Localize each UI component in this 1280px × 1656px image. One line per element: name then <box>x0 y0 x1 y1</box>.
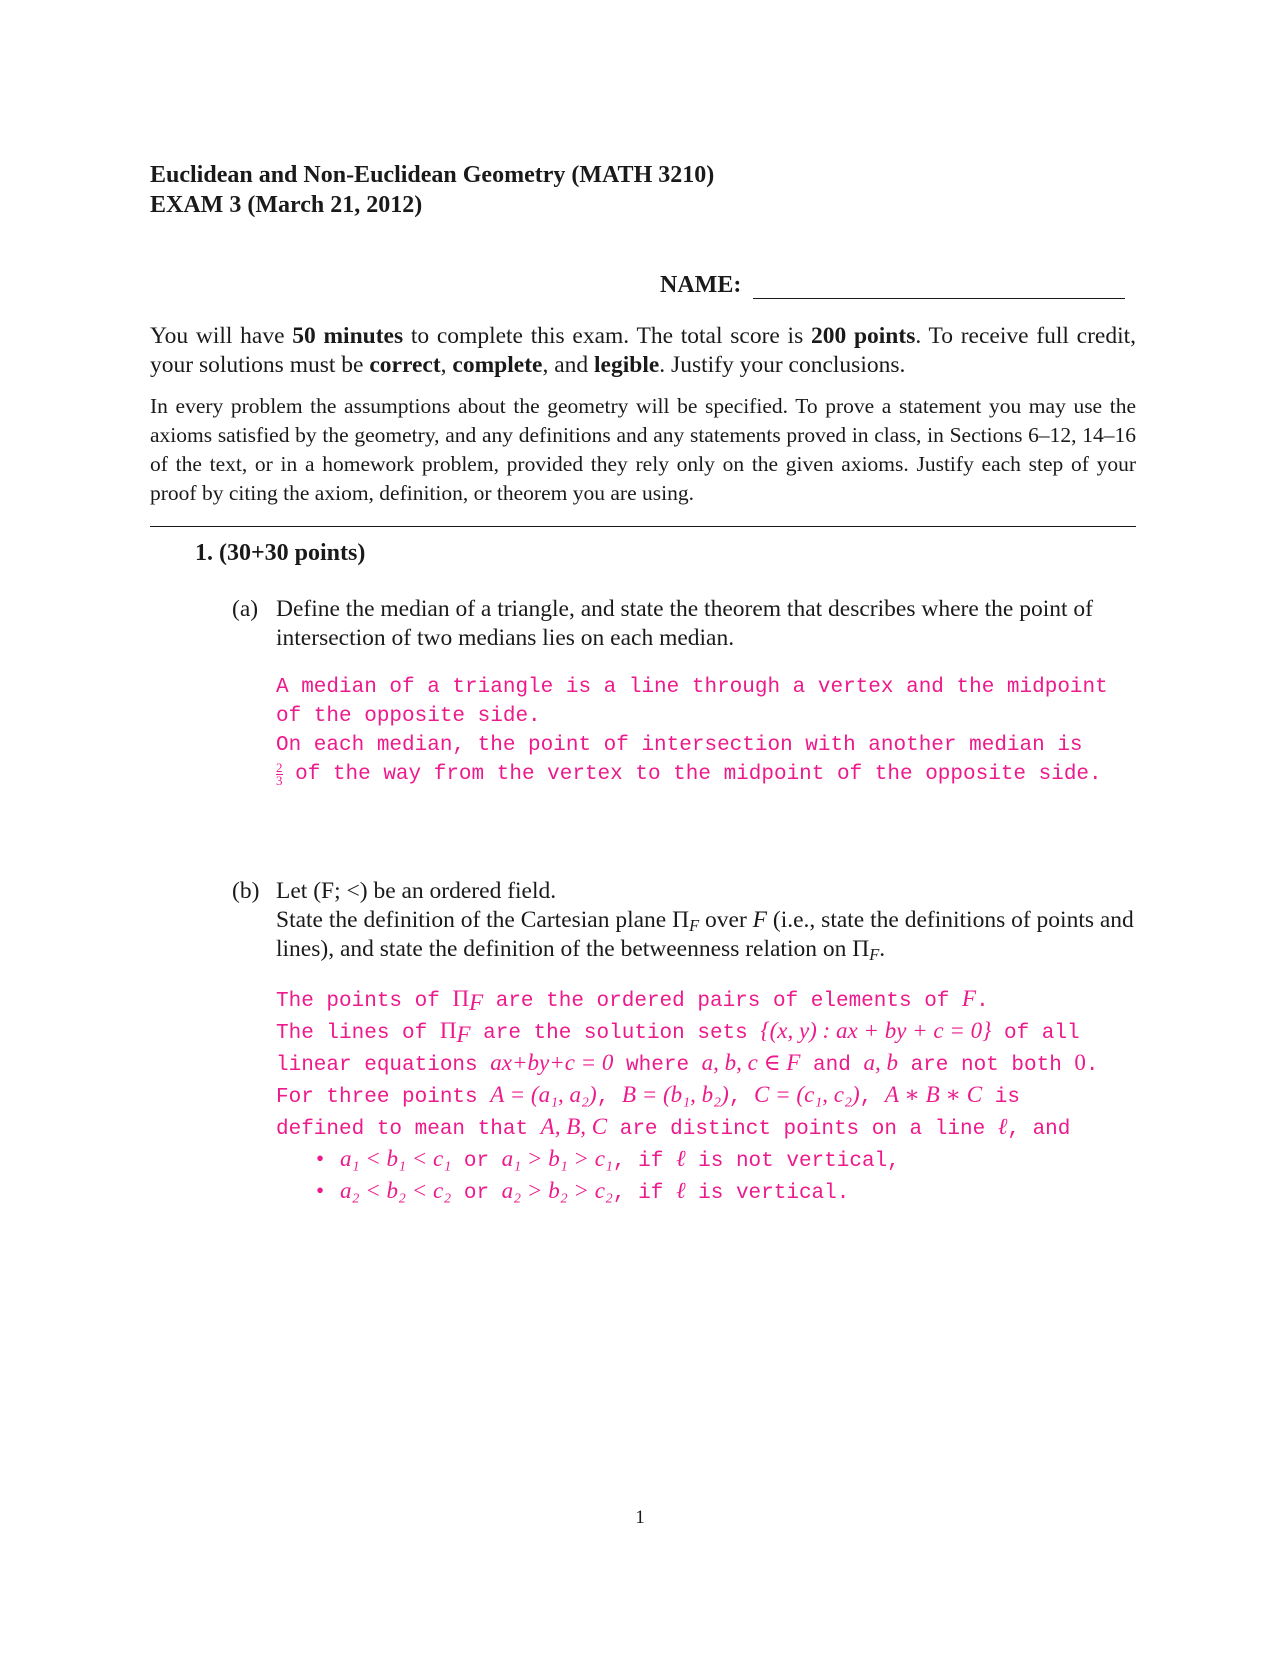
course-title: Euclidean and Non-Euclidean Geometry (MATH 3210) <box>150 162 715 188</box>
horizontal-divider <box>150 526 1136 527</box>
page-number: 1 <box>635 1507 645 1528</box>
part-b-question-text: Let (F; <) be an ordered field. State the definition of the Cartesian plane $\Pi_F$ over F (i.e., state the definitions of points and lines), and state the definition of the betweenness relation on $\Pi_F$. <box>276 878 1134 964</box>
name-label: NAME: <box>660 272 742 298</box>
part-b-label: (b) <box>232 878 260 904</box>
answer-three-points-line: For three points A = (a₁, a₂), B = (b₁, b₂), C = (c₁, c₂), A ∗ B ∗ C is <box>276 1082 1020 1109</box>
part-a-question-text: Define the median of a triangle, and state the theorem that describes where the point of intersection of two medians lies on each median. <box>276 596 1093 651</box>
instructions-paragraph-2: In every problem the assumptions about the geometry will be specified. To prove a statement you may use the axioms satisfied by the geometry, and any definitions and any statements proved in class, in Sections 6–12, 14–16 of the text, or in a homework problem, provided they rely only on the given axioms. Justify each step of your proof by citing the axiom, definition, or theorem you are using. <box>150 394 1136 505</box>
problem-1-heading: 1. (30+30 points) <box>195 540 366 566</box>
part-a-question <box>232 595 1136 653</box>
exam-title <box>150 160 714 220</box>
instructions-paragraph-1: You will have 50 minutes to complete this exam. The total score is 200 points. To receive full credit, your solutions must be correct, complete, and legible. Justify your conclusions. <box>150 323 1137 378</box>
part-b-answer <box>276 984 1099 1208</box>
answer-lines-line: The lines of $\Pi_F$ are the solution sets {(x, y) : ax + by + c = 0} of all <box>276 1018 1080 1047</box>
answer-equations-line: linear equations ax+by+c = 0 where a, b, c ∈ F and a, b are not both 0. <box>276 1050 1099 1077</box>
part-b-question <box>232 877 1136 964</box>
name-field-row <box>660 272 1125 299</box>
exam-subtitle: EXAM 3 (March 21, 2012) <box>150 192 423 218</box>
answer-points-line: The points of $\Pi_F$ are the ordered pairs of elements of F. <box>276 986 989 1015</box>
name-blank-line[interactable] <box>753 276 1125 299</box>
answer-bullet-vertical: • a₂ < b₂ < c₂ or a₂ > b₂ > c₂, if ℓ is vertical. <box>316 1178 850 1205</box>
part-a-answer: A median of a triangle is a line through a vertex and the midpoint of the opposite side. On each median, the point of intersection with another median is $\frac{2}{3}$ of the way from the vertex to the midpoint of the opposite side. <box>276 676 1108 788</box>
answer-defined-line: defined to mean that A, B, C are distinct points on a line ℓ, and <box>276 1114 1071 1141</box>
answer-bullet-not-vertical: • a₁ < b₁ < c₁ or a₁ > b₁ > c₁, if ℓ is not vertical, <box>316 1146 900 1173</box>
part-a-label: (a) <box>232 596 259 622</box>
two-thirds-fraction: $\frac{2}{3}$ <box>276 760 283 788</box>
